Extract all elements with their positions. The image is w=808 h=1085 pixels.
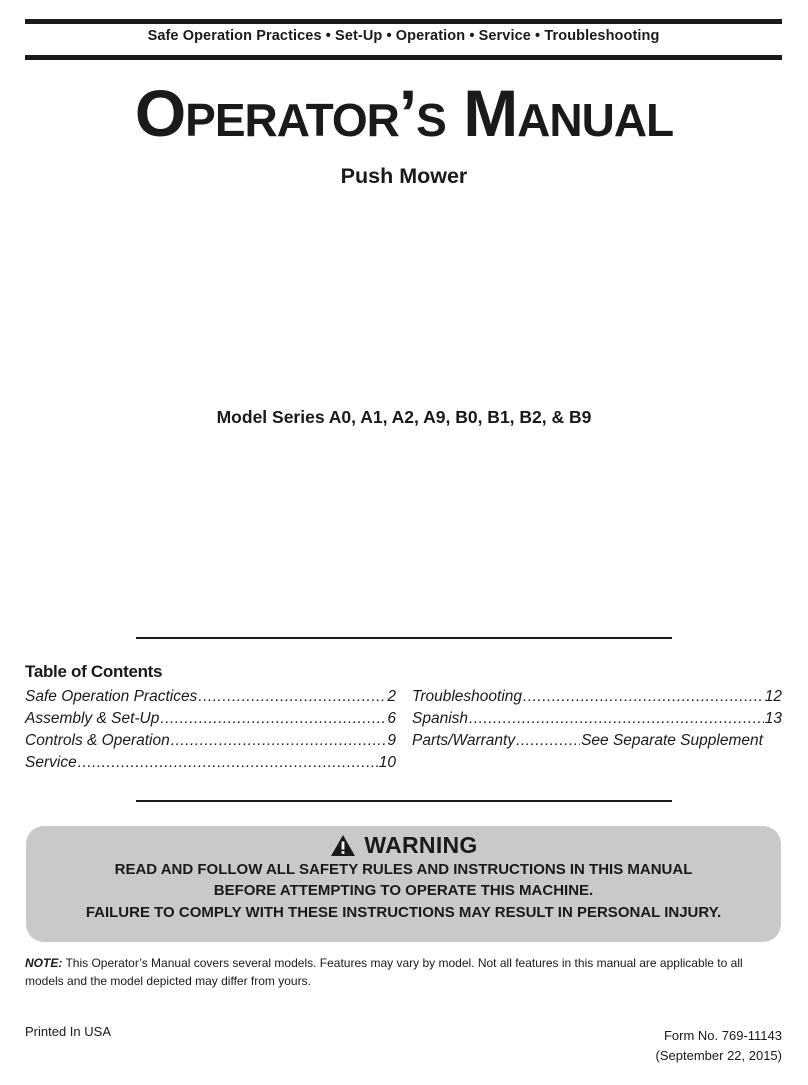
page-subtitle: Push Mower (340, 164, 468, 188)
toc-entry-label: Safe Operation Practices (25, 688, 198, 705)
toc-left-column (25, 688, 396, 776)
toc-leader (198, 688, 386, 706)
toc-entry-page: 12 (764, 688, 782, 705)
note-label: NOTE: (25, 956, 63, 970)
warning-triangle-icon (330, 834, 356, 857)
toc-entry-page: 9 (387, 732, 396, 749)
toc-entry-label: Controls & Operation (25, 732, 170, 749)
toc-leader (78, 754, 378, 772)
warning-line-3: FAILURE TO COMPLY WITH THESE INSTRUCTIONS MAY RESULT IN PERSONAL INJURY. (85, 904, 722, 921)
toc-entry-page: 10 (378, 754, 396, 771)
toc-entry[interactable] (412, 710, 782, 732)
page-title: Operator’s Manual (134, 76, 674, 150)
toc-entry-label: Service (25, 754, 77, 771)
toc-leader (160, 710, 386, 728)
toc-entry-page: See Separate Supplement (581, 732, 763, 749)
toc-entry[interactable] (25, 732, 396, 754)
toc-entry[interactable] (25, 688, 396, 710)
top-rule (25, 19, 782, 24)
form-number: Form No. 769-11143 (663, 1028, 782, 1043)
toc-entry-label: Spanish (412, 710, 469, 727)
top-banner: Safe Operation Practices • Set-Up • Operation • Service • Troubleshooting (147, 28, 660, 44)
form-info (656, 1026, 782, 1066)
toc-entry-page: 6 (387, 710, 396, 727)
toc-leader (523, 688, 764, 706)
printed-in: Printed In USA (25, 1024, 111, 1039)
top-rule-lower (25, 55, 782, 60)
toc-entry[interactable] (25, 710, 396, 732)
warning-line-1: READ AND FOLLOW ALL SAFETY RULES AND INSTRUCTIONS IN THIS MANUAL (114, 861, 693, 878)
toc-leader (469, 710, 764, 728)
toc-right-column (412, 688, 782, 754)
note-text: This Operator’s Manual covers several models. Features may vary by model. Not all features in this manual are applicable to all models and the model depicted may differ from yours. (25, 956, 743, 988)
divider-lower (136, 800, 672, 802)
note-paragraph (25, 954, 782, 990)
toc-entry-page: 2 (387, 688, 396, 705)
toc-entry-label: Parts/Warranty (412, 732, 516, 749)
toc-entry[interactable] (412, 688, 782, 710)
divider-upper (136, 637, 672, 639)
toc-entry-label: Assembly & Set-Up (25, 710, 160, 727)
form-date: (September 22, 2015) (655, 1048, 782, 1063)
warning-heading: WARNING (364, 832, 478, 858)
toc-entry-label: Troubleshooting (412, 688, 523, 705)
toc-title: Table of Contents (25, 662, 163, 681)
toc-leader (516, 732, 580, 750)
toc-entry[interactable] (412, 732, 782, 754)
toc-entry[interactable] (25, 754, 396, 776)
toc-entry-page: 13 (764, 710, 782, 727)
model-series: Model Series A0, A1, A2, A9, B0, B1, B2, & B9 (216, 407, 592, 427)
warning-heading-row (0, 832, 808, 859)
warning-line-2: BEFORE ATTEMPTING TO OPERATE THIS MACHINE. (213, 882, 594, 899)
toc-leader (171, 732, 387, 750)
